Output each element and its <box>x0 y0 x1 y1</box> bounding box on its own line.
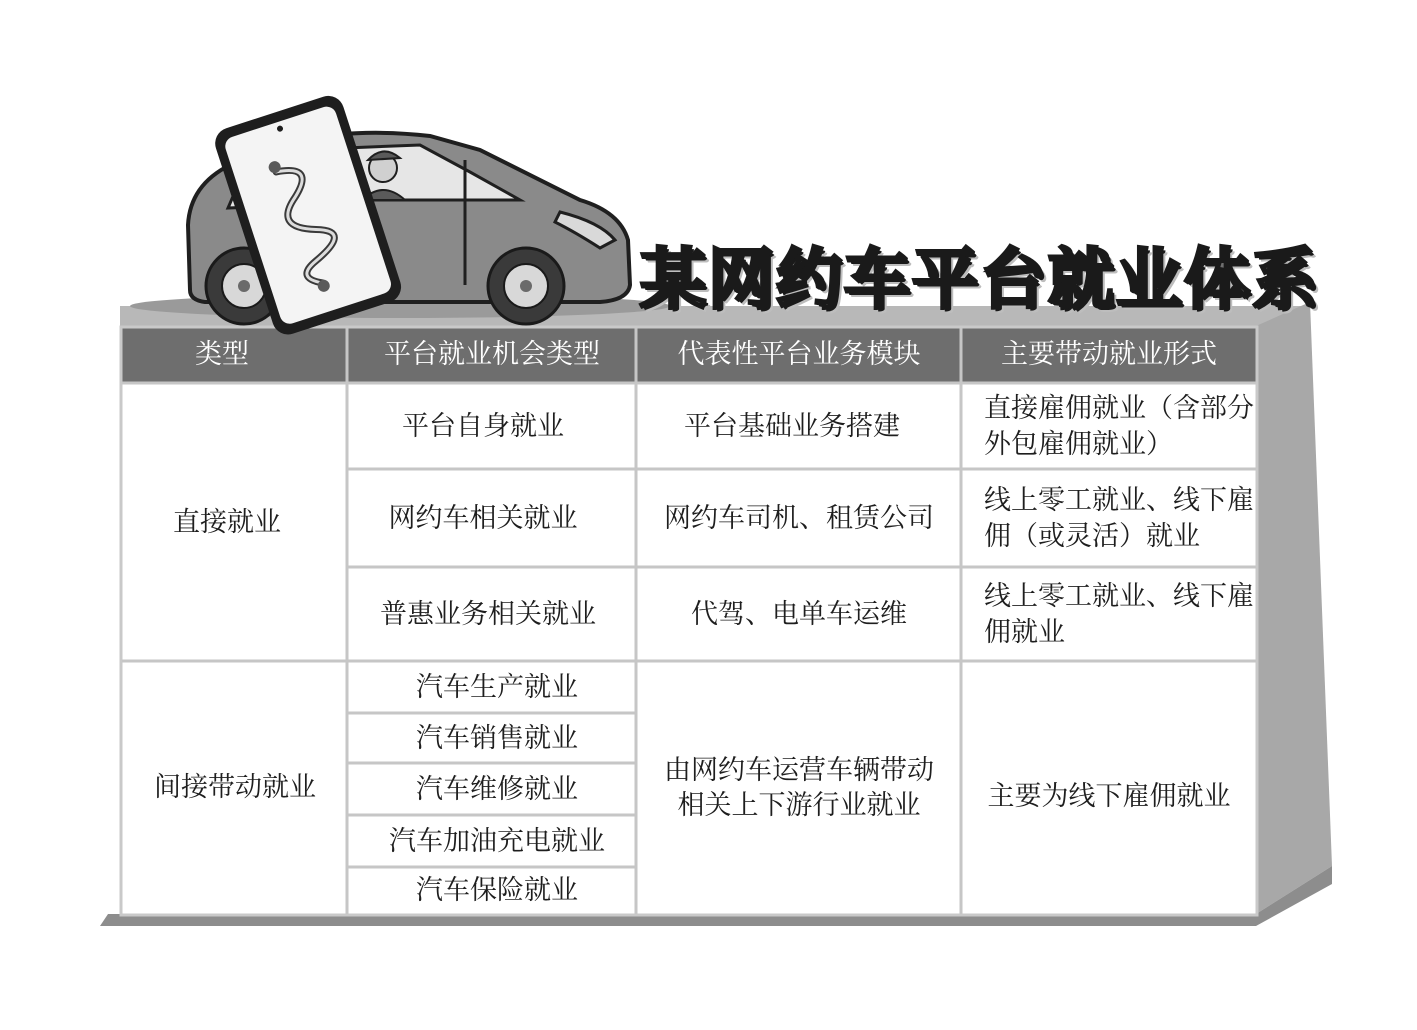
direct-opportunity-3: 普惠业务相关就业 <box>380 598 596 630</box>
indirect-module-text: 由网约车运营车辆带动相关上下游行业就业 <box>664 754 934 821</box>
direct-opportunity-1: 平台自身就业 <box>402 410 564 442</box>
direct-form-1 <box>962 384 1256 469</box>
direct-module-1: 平台基础业务搭建 <box>684 410 900 442</box>
type-indirect: 间接带动就业 <box>154 772 316 804</box>
direct-module-3: 代驾、电单车运维 <box>691 598 907 630</box>
direct-opportunity-2: 网约车相关就业 <box>388 502 578 534</box>
direct-form-2 <box>962 470 1256 567</box>
indirect-opportunity-1: 汽车生产就业 <box>416 671 578 703</box>
header-type: 类型 <box>195 339 249 371</box>
indirect-module <box>637 662 961 914</box>
indirect-form: 主要为线下雇佣就业 <box>987 781 1231 813</box>
direct-form-2-text: 线上零工就业、线下雇佣（或灵活）就业 <box>984 485 1254 552</box>
indirect-opportunity-5: 汽车保险就业 <box>416 875 578 907</box>
indirect-opportunity-3: 汽车维修就业 <box>416 773 578 805</box>
direct-form-3 <box>962 568 1256 661</box>
direct-module-2: 网约车司机、租赁公司 <box>664 502 934 534</box>
header-module: 代表性平台业务模块 <box>677 339 921 371</box>
direct-form-3-text: 线上零工就业、线下雇佣就业 <box>984 581 1254 648</box>
header-form: 主要带动就业形式 <box>1001 339 1217 371</box>
indirect-opportunity-2: 汽车销售就业 <box>416 722 578 754</box>
type-direct: 直接就业 <box>173 506 281 538</box>
indirect-opportunity-4: 汽车加油充电就业 <box>389 825 605 857</box>
direct-form-1-text: 直接雇佣就业（含部分外包雇佣就业） <box>984 393 1254 460</box>
header-opportunity: 平台就业机会类型 <box>384 339 600 371</box>
page-title: 某网约车平台就业体系 <box>640 241 1320 318</box>
car-illustration <box>130 133 670 324</box>
